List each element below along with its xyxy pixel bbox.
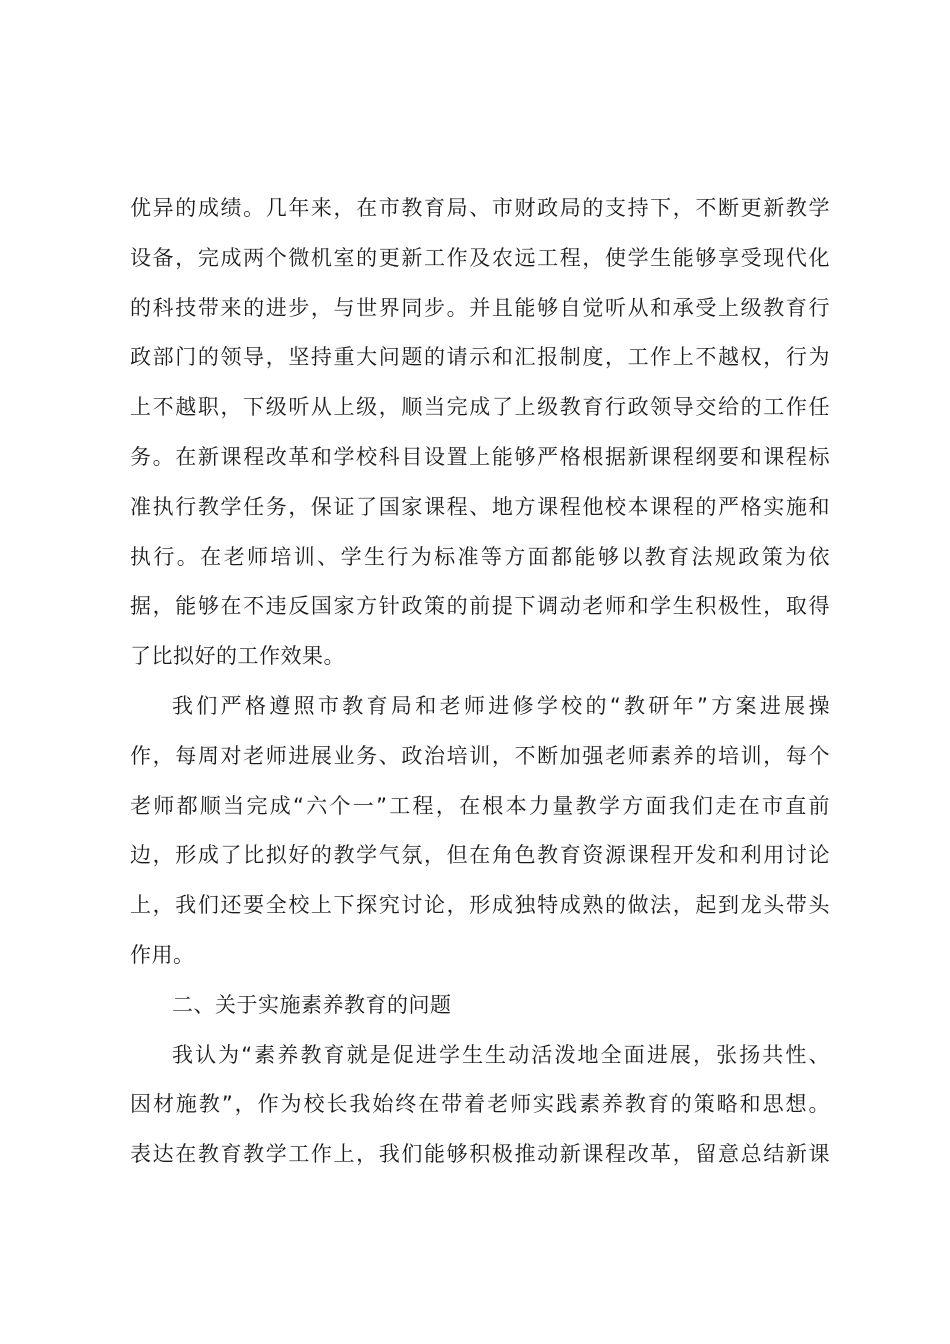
text-line: 设备，完成两个微机室的更新工作及农远工程，使学生能够享受现代化 <box>130 245 830 270</box>
body-text <box>130 184 830 1180</box>
text-line: 老师都顺当完成“六个一”工程，在根本力量教学方面我们走在市直前 <box>130 793 830 818</box>
text-line: 上不越职，下级听从上级，顺当完成了上级教育行政领导交给的工作任 <box>130 395 830 420</box>
text-line: 上，我们还要全校上下探究讨论，形成独特成熟的做法，起到龙头带头 <box>130 893 830 918</box>
text-line: 务。在新课程改革和学校科目设置上能够严格根据新课程纲要和课程标 <box>130 444 830 469</box>
text-line: 据，能够在不违反国家方针政策的前提下调动老师和学生积极性，取得 <box>130 594 830 619</box>
section-heading: 二、关于实施素养教育的问题 <box>172 992 452 1017</box>
text-line: 准执行教学任务，保证了国家课程、地方课程他校本课程的严格实施和 <box>130 494 830 519</box>
text-line: 我们严格遵照市教育局和老师进修学校的“教研年”方案进展操 <box>172 693 830 718</box>
text-line: 因材施教”，作为校长我始终在带着老师实践素养教育的策略和思想。 <box>130 1092 830 1117</box>
text-line: 作用。 <box>130 942 195 967</box>
text-line: 表达在教育教学工作上，我们能够积极推动新课程改革，留意总结新课 <box>130 1142 830 1167</box>
text-line: 的科技带来的进步，与世界同步。并且能够自觉听从和承受上级教育行 <box>130 295 830 320</box>
text-line: 政部门的领导，坚持重大问题的请示和汇报制度，工作上不越权，行为 <box>130 345 830 370</box>
text-line: 我认为“素养教育就是促进学生生动活泼地全面进展，张扬共性、 <box>172 1042 830 1067</box>
text-line: 边，形成了比拟好的教学气氛，但在角色教育资源课程开发和利用讨论 <box>130 843 830 868</box>
text-line: 作，每周对老师进展业务、政治培训，不断加强老师素养的培训，每个 <box>130 743 830 768</box>
text-line: 优异的成绩。几年来，在市教育局、市财政局的支持下，不断更新教学 <box>130 196 830 220</box>
text-line: 了比拟好的工作效果。 <box>130 644 345 669</box>
text-line: 执行。在老师培训、学生行为标准等方面都能够以教育法规政策为依 <box>130 544 830 569</box>
